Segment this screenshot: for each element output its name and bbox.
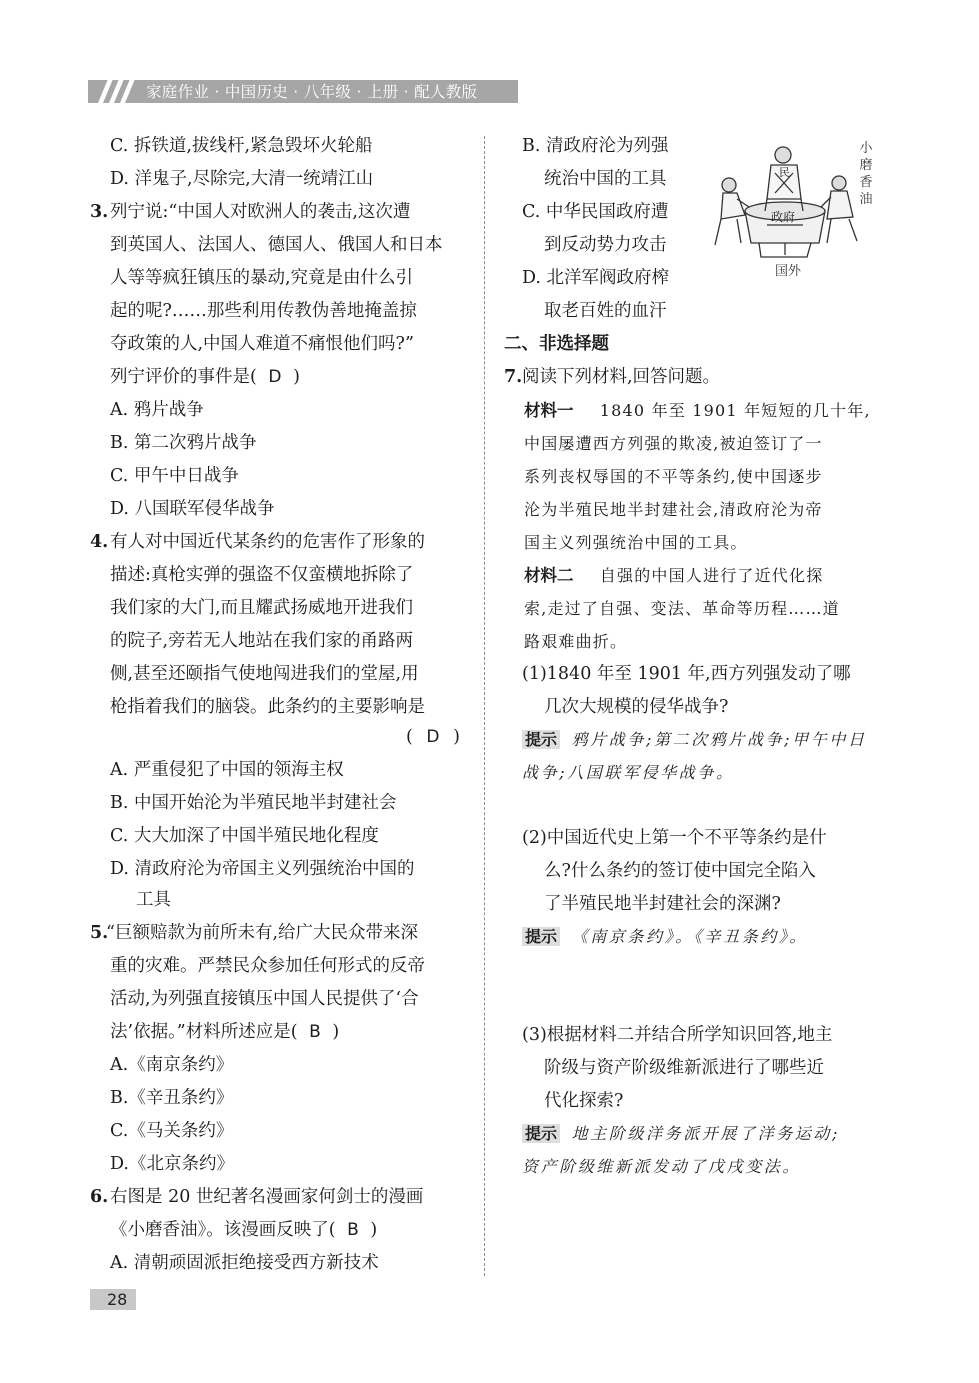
q3-option-a: A. 鸦片战争: [110, 400, 204, 420]
q6-option-c: C. 中华民国政府遭: [522, 202, 669, 222]
q5-option-a: A.《南京条约》: [110, 1055, 234, 1075]
material1-label: 材料一: [524, 401, 574, 420]
q7-sub2-line: (2)中国近代史上第一个不平等条约是什: [522, 828, 827, 848]
q5-answer: B: [309, 1022, 321, 1042]
material1-line: 国主义列强统治中国的工具。: [524, 533, 748, 552]
material1-line: 中国屡遭西方列强的欺凌,被迫签订了一: [524, 434, 823, 453]
q7-title: 阅读下列材料,回答问题。: [522, 367, 721, 387]
hint1-first-line: [522, 724, 867, 757]
q7-sub3-line: 阶级与资产阶级维新派进行了哪些近: [544, 1058, 824, 1078]
q7-number: 7.: [504, 367, 523, 387]
q5-number: 5.: [90, 923, 109, 943]
q4-option-a: A. 严重侵犯了中国的领海主权: [110, 760, 344, 780]
q4-line: 侧,甚至还颐指气使地闯进我们的堂屋,用: [110, 664, 419, 684]
material2-line: 路艰难曲折。: [524, 632, 628, 651]
page-number: 28: [107, 1290, 128, 1309]
cartoon-caption-bottom: 国外: [775, 264, 802, 279]
q6-option-b-cont: 统治中国的工具: [544, 169, 667, 189]
q4-option-d-cont: 工具: [136, 890, 171, 910]
q7-sub3-line: 代化探索?: [544, 1091, 624, 1111]
q3-line: 起的呢?……那些利用传教伪善地掩盖掠: [110, 301, 417, 321]
hint3-text: 资产阶级维新派发动了戊戌变法。: [522, 1157, 802, 1176]
q5-option-d: D.《北京条约》: [110, 1154, 234, 1174]
q3-line: 列宁说:“中国人对欧洲人的袭击,这次遭: [110, 202, 411, 222]
header-title: 家庭作业 · 中国历史 · 八年级 · 上册 · 配人教版: [146, 83, 478, 101]
q5-line: 活动,为列强直接镇压中国人民提供了‘合: [110, 989, 419, 1009]
q7-sub2-line: 么?什么条约的签订使中国完全陷入: [544, 861, 816, 881]
cartoon-caption-side: 小磨香油: [859, 141, 873, 207]
material2-text: 自强的中国人进行了近代化探: [599, 566, 824, 585]
column-divider: [484, 136, 485, 1276]
q4-answer: D: [426, 727, 440, 747]
q5-line: 重的灾难。严禁民众参加任何形式的反帝: [110, 956, 425, 976]
q6-option-d: D. 北洋军阀政府榨: [522, 268, 670, 288]
q3-stem-text: 列宁评价的事件是(: [110, 367, 257, 387]
section-heading: 二、非选择题: [504, 334, 609, 354]
hint3-first-line: [522, 1118, 840, 1151]
q7-sub2-line: 了半殖民地半封建社会的深渊?: [544, 894, 781, 914]
q3-paren-close: ): [293, 367, 300, 387]
q4-option-c: C. 大大加深了中国半殖民地化程度: [110, 826, 379, 846]
material1-first-line: [524, 395, 871, 428]
q3-number: 3.: [90, 202, 109, 222]
q3-line: 夺政策的人,中国人难道不痛恨他们吗?”: [110, 334, 414, 354]
q4-paren-open: (: [406, 727, 413, 747]
q5-paren-close: ): [332, 1022, 340, 1042]
q4-line: 有人对中国近代某条约的危害作了形象的: [110, 532, 425, 552]
q6-stem-end: [110, 1214, 377, 1247]
hint-label: 提示: [522, 730, 560, 749]
cartoon-illustration: [707, 133, 867, 273]
material1-text: 1840 年至 1901 年短短的几十年,: [599, 401, 871, 420]
q4-line: 的院子,旁若无人地站在我们家的甬路两: [110, 631, 414, 651]
q2-option-d: D. 洋鬼子,尽除完,大清一统靖江山: [110, 169, 374, 189]
slash-decoration-icon: [92, 78, 136, 104]
q4-line: 我们家的大门,而且耀武扬威地开进我们: [110, 598, 414, 618]
q6-number: 6.: [90, 1187, 109, 1207]
material2-line: 索,走过了自强、变法、革命等历程……道: [524, 599, 840, 618]
cartoon-label-top: 民: [779, 166, 790, 179]
q5-option-b: B.《辛丑条约》: [110, 1088, 234, 1108]
q4-option-d: D. 清政府沦为帝国主义列强统治中国的: [110, 859, 415, 879]
q6-option-b: B. 清政府沦为列强: [522, 136, 669, 156]
material2-label: 材料二: [524, 566, 574, 585]
q3-answer: D: [268, 367, 282, 387]
hint3-text: 地主阶级洋务派开展了洋务运动;: [571, 1124, 840, 1143]
hint2-text: 《南京条约》。《辛丑条约》。: [571, 927, 808, 946]
q5-stem-text: 法’依据。”材料所述应是(: [110, 1022, 298, 1042]
q5-stem-end: [110, 1016, 339, 1049]
q6-answer: B: [347, 1220, 359, 1240]
hint1-text: 鸦片战争;第二次鸦片战争;甲午中日: [571, 730, 867, 749]
material1-line: 系列丧权辱国的不平等条约,使中国逐步: [524, 467, 823, 486]
q3-option-b: B. 第二次鸦片战争: [110, 433, 257, 453]
q7-sub1-line: (1)1840 年至 1901 年,西方列强发动了哪: [522, 664, 851, 684]
q3-line: 到英国人、法国人、德国人、俄国人和日本: [110, 235, 443, 255]
q4-paren-close: ): [453, 727, 460, 747]
q6-option-c-cont: 到反动势力攻击: [544, 235, 667, 255]
hint2-line: [522, 921, 808, 954]
q7-sub3-line: (3)根据材料二并结合所学知识回答,地主: [522, 1025, 833, 1045]
q3-option-c: C. 甲午中日战争: [110, 466, 239, 486]
material2-first-line: [524, 560, 823, 593]
hint-label: 提示: [522, 1124, 560, 1143]
q7-sub1-line: 几次大规模的侵华战争?: [544, 697, 729, 717]
q3-stem-end: [110, 361, 300, 394]
q5-line: “巨额赔款为前所未有,给广大民众带来深: [106, 923, 419, 943]
q6-option-d-cont: 取老百姓的血汗: [544, 301, 667, 321]
q4-answer-bracket: [406, 721, 460, 754]
q4-option-b: B. 中国开始沦为半殖民地半封建社会: [110, 793, 397, 813]
q3-option-d: D. 八国联军侵华战争: [110, 499, 275, 519]
material1-line: 沦为半殖民地半封建社会,清政府沦为帝: [524, 500, 823, 519]
q4-number: 4.: [90, 532, 109, 552]
q6-stem-text: 《小磨香油》。该漫画反映了(: [110, 1220, 336, 1240]
q4-line: 枪指着我们的脑袋。此条约的主要影响是: [110, 697, 425, 717]
q6-line: 右图是 20 世纪著名漫画家何剑士的漫画: [110, 1187, 424, 1207]
q6-paren-close: ): [370, 1220, 378, 1240]
cartoon-label-mill: 政府: [771, 210, 796, 224]
q3-line: 人等等疯狂镇压的暴动,究竟是由什么引: [110, 268, 414, 288]
hint1-text: 战争;八国联军侵华战争。: [522, 763, 735, 782]
q4-line: 描述:真枪实弹的强盗不仅蛮横地拆除了: [110, 565, 414, 585]
q2-option-c: C. 拆铁道,拔线杆,紧急毁坏火轮船: [110, 136, 373, 156]
hint-label: 提示: [522, 927, 560, 946]
q5-option-c: C.《马关条约》: [110, 1121, 234, 1141]
q6-option-a: A. 清朝顽固派拒绝接受西方新技术: [110, 1253, 379, 1273]
